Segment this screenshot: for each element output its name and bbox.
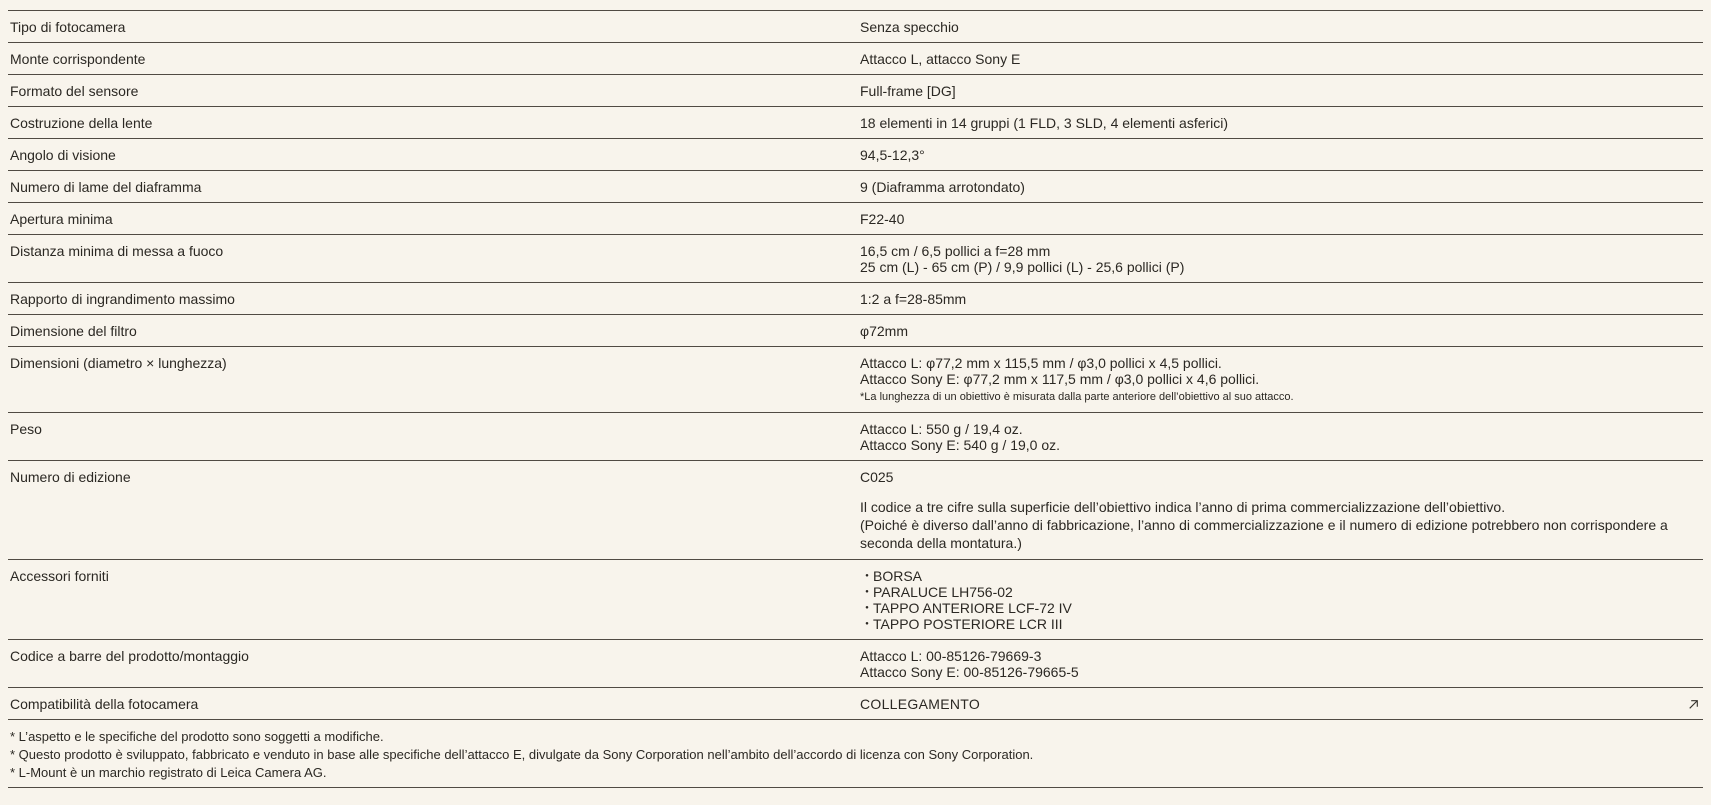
- spec-row-dimensions: [8, 347, 1703, 413]
- spec-row-minimum-aperture: [8, 203, 1703, 235]
- spec-row-camera-compatibility: [8, 688, 1703, 720]
- accessory-item-label: TAPPO ANTERIORE LCF-72 IV: [873, 600, 1072, 616]
- spec-row-camera-type: [8, 11, 1703, 43]
- spec-row-mount: [8, 43, 1703, 75]
- spec-value: [860, 568, 1703, 632]
- spec-value: [860, 115, 1703, 131]
- spec-label: Compatibilità della fotocamera: [10, 696, 199, 712]
- edition-note: [860, 498, 1700, 552]
- footnote-line: * L-Mount è un marchio registrato di Leica Camera AG.: [10, 765, 327, 780]
- spec-value: [860, 291, 1703, 307]
- spec-value-line: Attacco L, attacco Sony E: [860, 51, 1021, 67]
- bullet-icon: ・: [860, 616, 874, 632]
- spec-label: Rapporto di ingrandimento massimo: [10, 291, 235, 307]
- spec-value-line: 94,5-12,3°: [860, 147, 925, 163]
- spec-row-edition-number: [8, 461, 1703, 560]
- spec-value: [860, 648, 1703, 680]
- edition-note-line: (Poiché è diverso dall’anno di fabbricazione, l’anno di commercializzazione e il numero di edizione potrebbero non corrispondere a seconda della montatura.): [860, 517, 1668, 551]
- spec-label: Accessori forniti: [10, 568, 109, 584]
- spec-label: Formato del sensore: [10, 83, 139, 99]
- spec-label: Numero di edizione: [10, 469, 131, 485]
- spec-value: [860, 323, 1703, 339]
- spec-value: [860, 147, 1703, 163]
- spec-row-sensor-format: [8, 75, 1703, 107]
- spec-label: Numero di lame del diaframma: [10, 179, 202, 195]
- spec-value-line: Attacco L: 00-85126-79669-3: [860, 648, 1042, 664]
- spec-value: [860, 19, 1703, 35]
- spec-value: [860, 355, 1703, 405]
- spec-value-line: Attacco L: 550 g / 19,4 oz.: [860, 421, 1023, 437]
- spec-row-accessories: [8, 560, 1703, 640]
- spec-value-line: 16,5 cm / 6,5 pollici a f=28 mm: [860, 243, 1051, 259]
- compatibility-link-label: COLLEGAMENTO: [860, 696, 981, 712]
- spec-value-line: Attacco Sony E: 00-85126-79665-5: [860, 664, 1079, 680]
- footnotes: [8, 720, 1703, 788]
- specifications-table: [8, 10, 1703, 720]
- spec-value: [860, 421, 1703, 453]
- accessory-item-label: PARALUCE LH756-02: [873, 584, 1013, 600]
- spec-row-max-magnification: [8, 283, 1703, 315]
- spec-label: Costruzione della lente: [10, 115, 153, 131]
- bullet-icon: ・: [860, 584, 874, 600]
- spec-row-lens-construction: [8, 107, 1703, 139]
- bullet-icon: ・: [860, 568, 874, 584]
- spec-value: [860, 211, 1703, 227]
- spec-value-line: 18 elementi in 14 gruppi (1 FLD, 3 SLD, 4 elementi asferici): [860, 115, 1229, 131]
- spec-value-line: F22-40: [860, 211, 905, 227]
- spec-value-line: Attacco Sony E: 540 g / 19,0 oz.: [860, 437, 1061, 453]
- bullet-icon: ・: [860, 600, 874, 616]
- spec-value: [860, 179, 1703, 195]
- spec-label: Dimensioni (diametro × lunghezza): [10, 355, 227, 371]
- spec-row-filter-size: [8, 315, 1703, 347]
- spec-row-barcode: [8, 640, 1703, 688]
- accessory-item: [860, 584, 1700, 600]
- spec-value: [860, 51, 1703, 67]
- accessory-item-label: TAPPO POSTERIORE LCR III: [873, 616, 1063, 632]
- spec-value: [860, 83, 1703, 99]
- spec-label: Monte corrispondente: [10, 51, 146, 67]
- spec-value-line: Attacco Sony E: φ77,2 mm x 117,5 mm / φ3,0 pollici x 4,6 pollici.: [860, 371, 1260, 387]
- spec-value-line: 1:2 a f=28-85mm: [860, 291, 967, 307]
- compatibility-link[interactable]: [860, 696, 1703, 712]
- specifications-page: [8, 0, 1703, 788]
- spec-row-angle-of-view: [8, 139, 1703, 171]
- spec-value-line: 9 (Diaframma arrotondato): [860, 179, 1025, 195]
- external-link-arrow-icon: [1687, 698, 1700, 711]
- spec-value-footnote: *La lunghezza di un obiettivo è misurata dalla parte anteriore dell’obiettivo al suo attacco.: [860, 391, 1294, 403]
- spec-label: Apertura minima: [10, 211, 113, 227]
- accessory-item-label: BORSA: [873, 568, 923, 584]
- spec-row-weight: [8, 413, 1703, 461]
- spec-label: Distanza minima di messa a fuoco: [10, 243, 224, 259]
- spec-label: Dimensione del filtro: [10, 323, 137, 339]
- spec-value-line: Senza specchio: [860, 19, 959, 35]
- spec-label: Peso: [10, 421, 42, 437]
- spec-value: [860, 469, 1703, 552]
- spec-value-line: Attacco L: φ77,2 mm x 115,5 mm / φ3,0 pollici x 4,5 pollici.: [860, 355, 1222, 371]
- spec-value-line: Full-frame [DG]: [860, 83, 956, 99]
- spec-value-line: 25 cm (L) - 65 cm (P) / 9,9 pollici (L) - 25,6 pollici (P): [860, 259, 1185, 275]
- spec-value-line: C025: [860, 469, 894, 485]
- spec-label: Codice a barre del prodotto/montaggio: [10, 648, 249, 664]
- accessory-item: [860, 616, 1700, 632]
- spec-label: Tipo di fotocamera: [10, 19, 126, 35]
- spec-value: [860, 243, 1703, 275]
- accessory-item: [860, 568, 1700, 584]
- spec-row-diaphragm-blades: [8, 171, 1703, 203]
- spec-row-minimum-focusing-distance: [8, 235, 1703, 283]
- spec-label: Angolo di visione: [10, 147, 116, 163]
- footnote-line: * L’aspetto e le specifiche del prodotto sono soggetti a modifiche.: [10, 729, 384, 744]
- footnote-line: * Questo prodotto è sviluppato, fabbricato e venduto in base alle specifiche dell’attacco E, divulgate da Sony Corporation nell’ambito dell’accordo di licenza con Sony Corporation.: [10, 747, 1034, 762]
- spec-value-line: φ72mm: [860, 323, 908, 339]
- edition-note-line: Il codice a tre cifre sulla superficie dell’obiettivo indica l’anno di prima commercializzazione dell’obiettivo.: [860, 499, 1506, 515]
- accessory-item: [860, 600, 1700, 616]
